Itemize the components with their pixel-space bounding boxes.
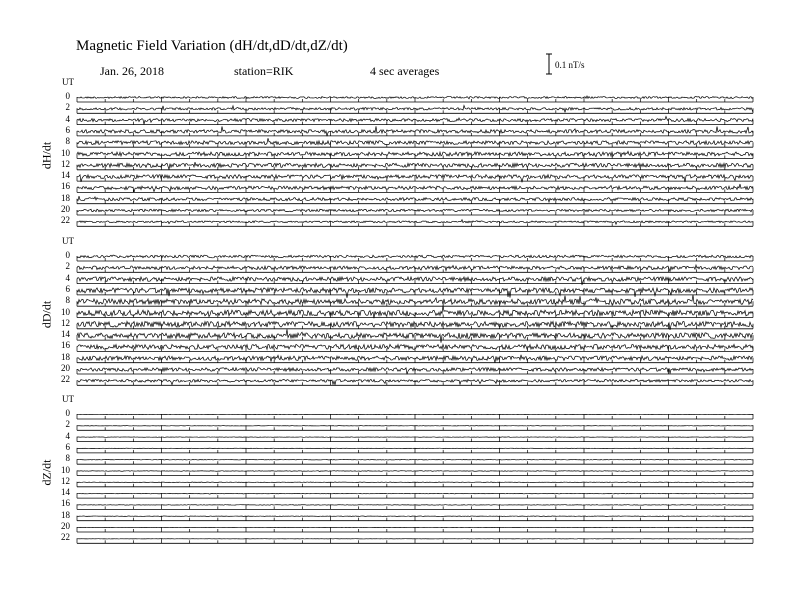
panel-ylabel: dD/dt	[39, 300, 54, 329]
scale-bar-label: 0.1 nT/s	[555, 60, 585, 70]
hour-tick-label: 4	[65, 272, 70, 283]
hour-tick-label: 6	[65, 283, 70, 294]
hour-tick-label: 6	[65, 441, 70, 452]
hour-tick-label: 16	[61, 498, 70, 509]
hour-tick-label: 20	[61, 521, 70, 531]
hour-tick-label: 6	[65, 124, 70, 135]
averaging-label: 4 sec averages	[370, 64, 440, 78]
hour-tick-label: 2	[65, 261, 70, 272]
hour-tick-label: 10	[61, 147, 70, 158]
hour-tick-label: 22	[61, 374, 70, 385]
hour-tick-label: 8	[65, 295, 70, 306]
hour-tick-label: 4	[65, 113, 70, 124]
chart-title: Magnetic Field Variation (dH/dt,dD/dt,dZ/dt)	[76, 38, 348, 54]
hour-tick-label: 10	[61, 464, 70, 475]
date-label: Jan. 26, 2018	[100, 64, 164, 78]
panel-ylabel: dZ/dt	[39, 459, 54, 486]
hour-tick-label: 22	[61, 215, 70, 226]
hour-tick-label: 16	[61, 181, 70, 192]
scale-bar	[546, 54, 552, 74]
panel-ylabel: dH/dt	[39, 141, 54, 170]
hour-tick-label: 2	[65, 419, 70, 430]
hour-tick-label: 10	[61, 306, 70, 317]
hour-tick-label: 16	[61, 340, 70, 351]
hour-tick-label: 0	[65, 408, 70, 418]
hour-tick-label: 12	[61, 475, 70, 486]
ut-label: UT	[62, 394, 74, 404]
hour-tick-label: 20	[61, 363, 70, 373]
hour-tick-label: 14	[61, 487, 70, 498]
hour-tick-label: 18	[61, 351, 70, 362]
hour-tick-label: 12	[61, 317, 70, 328]
station-label: station=RIK	[234, 64, 294, 78]
hour-tick-label: 22	[61, 532, 70, 543]
hour-tick-label: 18	[61, 192, 70, 203]
hour-tick-label: 12	[61, 158, 70, 169]
hour-tick-label: 4	[65, 430, 70, 441]
hour-tick-label: 0	[65, 250, 70, 260]
hour-tick-label: 14	[61, 170, 70, 181]
hour-tick-label: 8	[65, 136, 70, 147]
hour-tick-label: 18	[61, 509, 70, 520]
hour-tick-label: 8	[65, 453, 70, 464]
ut-label: UT	[62, 236, 74, 246]
hour-tick-label: 20	[61, 204, 70, 214]
hour-tick-label: 14	[61, 329, 70, 340]
hour-tick-label: 0	[65, 91, 70, 101]
ut-label: UT	[62, 77, 74, 87]
hour-tick-label: 2	[65, 102, 70, 113]
